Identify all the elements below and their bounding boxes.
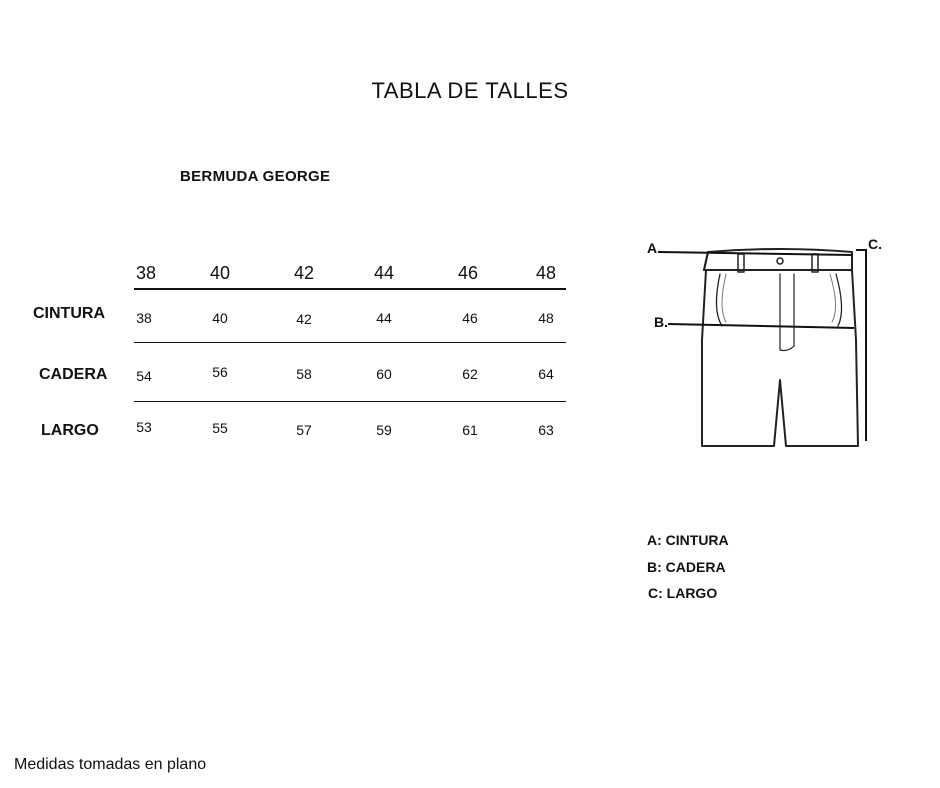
page-title: TABLA DE TALLES xyxy=(371,78,569,103)
table-cell: 58 xyxy=(296,366,312,382)
marker-b: B. xyxy=(654,314,668,330)
measure-line-b xyxy=(668,324,854,328)
table-cell: 62 xyxy=(462,366,478,382)
table-cell: 40 xyxy=(212,310,228,326)
table-cell: 53 xyxy=(136,419,152,435)
legend-item: C: LARGO xyxy=(648,585,718,601)
table-cell: 38 xyxy=(136,310,152,326)
table-cell: 46 xyxy=(462,310,478,326)
table-cell: 55 xyxy=(212,420,228,436)
table-cell: 56 xyxy=(212,364,228,380)
row-divider xyxy=(134,401,566,402)
row-label-cadera: CADERA xyxy=(39,366,108,383)
table-cell: 42 xyxy=(296,311,312,327)
legend-item: B: CADERA xyxy=(647,559,726,575)
size-header: 38 xyxy=(135,263,157,283)
table-cell: 64 xyxy=(538,366,554,382)
footnote: Medidas tomadas en plano xyxy=(14,756,207,773)
size-header: 48 xyxy=(535,263,557,283)
table-cell: 63 xyxy=(538,422,554,438)
product-name: BERMUDA GEORGE xyxy=(180,168,331,185)
marker-c: C. xyxy=(868,236,882,252)
shorts-diagram xyxy=(640,230,930,460)
size-header: 46 xyxy=(457,263,479,283)
row-label-cintura: CINTURA xyxy=(33,305,105,322)
row-label-largo: LARGO xyxy=(41,422,99,439)
size-header: 44 xyxy=(373,263,395,283)
table-cell: 48 xyxy=(538,310,554,326)
marker-a: A. xyxy=(647,240,661,256)
legend-item: A: CINTURA xyxy=(647,532,729,548)
table-cell: 61 xyxy=(462,422,478,438)
table-cell: 57 xyxy=(296,422,312,438)
table-cell: 44 xyxy=(376,310,392,326)
size-header: 40 xyxy=(209,263,231,283)
table-cell: 54 xyxy=(136,368,152,384)
measure-line-a xyxy=(660,252,852,255)
header-rule xyxy=(134,288,566,290)
row-divider xyxy=(134,342,566,343)
table-cell: 59 xyxy=(376,422,392,438)
table-cell: 60 xyxy=(376,366,392,382)
size-header: 42 xyxy=(293,263,315,283)
